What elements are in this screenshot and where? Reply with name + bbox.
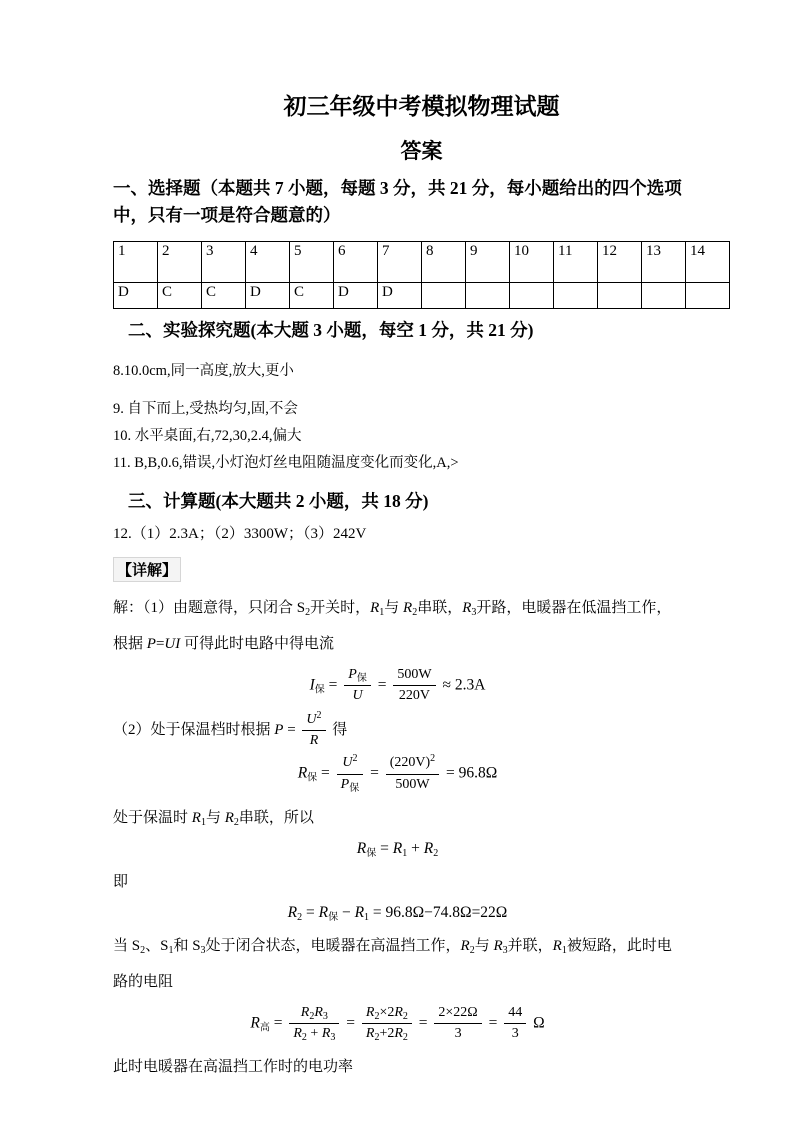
page-title: 初三年级中考模拟物理试题 (283, 94, 560, 119)
solution-power-note: 此时电暖器在高温挡工作时的电功率 (113, 1059, 354, 1076)
solution-intro: 解：（1）由题意得，只闭合 $S_2$开关时，$R_1$与 $R_2$串联，$R_3$开路，电暖器在低温挡工作，根据 P=UI 可得此时电路中得电流 (113, 599, 672, 652)
table-header-row (114, 242, 730, 283)
header-cell: 4 (246, 242, 290, 283)
header-cell: 10 (510, 242, 554, 283)
detail-label: 【详解】 (113, 557, 730, 582)
exp-answer-item-11: 11. B,B,0.6,错误,小灯泡灯丝电阻随温度变化而变化,A,> (113, 455, 459, 472)
calc-answers-line: 12.（1）2.3A；（2）3300W；（3）242V (113, 525, 367, 542)
answer-cell (510, 283, 554, 309)
exp-answer-item-8: 8.10.0cm,同一高度,放大,更小 (113, 363, 294, 380)
answer-cell (686, 283, 730, 309)
answer-cell: D (378, 283, 422, 309)
answer-cell: C (202, 283, 246, 309)
formula-parallel: $R_高$ = $\frac{R_2R_3}{R_2 + R_3}$ = $\frac{R_2\times 2R_2}{R_2+2R_2}$ = $\frac{2\times 22\Omega}{3}$ = $\frac{44}{3}$ Ω (250, 1004, 545, 1043)
header-cell: 9 (466, 242, 510, 283)
exp-answer-item-9: 9. 自下而上,受热均匀,固,不会 (113, 401, 298, 418)
answer-cell (554, 283, 598, 309)
header-cell: 8 (422, 242, 466, 283)
solution-series-note: 处于保温时 $R_1$与 $R_2$串联，所以 (113, 809, 314, 828)
header-cell: 11 (554, 242, 598, 283)
section2-heading: 二、实验探究题(本大题 3 小题，每空 1 分，共 21 分) (128, 320, 534, 341)
answer-subtitle: 答案 (400, 139, 443, 163)
formula-r2: $R_2 = R_保 - R_1 = 96.8\Omega-74.8\Omega=22\Omega$ (287, 903, 508, 923)
answer-cell: D (334, 283, 378, 309)
answer-cell: D (114, 283, 158, 309)
header-cell: 12 (598, 242, 642, 283)
answer-cell: C (158, 283, 202, 309)
header-cell: 5 (290, 242, 334, 283)
choice-answer-table (113, 241, 730, 309)
answer-cell (466, 283, 510, 309)
section1-heading: 一、选择题（本题共 7 小题，每题 3 分，共 21 分，每小题给出的四个选项中，只有一项是符合题意的） (113, 178, 682, 226)
formula-current: $I_保$ = $\frac{P_保}{U}$ = $\frac{500W}{220V}$ ≈ 2.3A (309, 666, 486, 703)
exp-answer-item-10: 10. 水平桌面,右,72,30,2.4,偏大 (113, 428, 302, 445)
header-cell: 6 (334, 242, 378, 283)
solution-high-gear-note: 当 $S_2$、$S_1$和 $S_3$处于闭合状态，电暖器在高温挡工作，$R_2$与 $R_3$并联，$R_1$被短路，此时电路的电阻 (113, 937, 672, 990)
solution-then: 即 (113, 873, 129, 890)
table-answer-row (114, 283, 730, 309)
formula-resistance-baowen: $R_保$ = $\frac{U^2}{P_保}$ = $\frac{(220V)^2}{500W}$ = 96.8Ω (297, 753, 498, 794)
header-cell: 1 (114, 242, 158, 283)
header-cell: 13 (642, 242, 686, 283)
answer-cell (422, 283, 466, 309)
header-cell: 3 (202, 242, 246, 283)
answer-cell: C (290, 283, 334, 309)
formula-series: $R_保 = R_1 + R_2$ (356, 839, 439, 859)
answer-cell: D (246, 283, 290, 309)
header-cell: 7 (378, 242, 422, 283)
answer-cell (642, 283, 686, 309)
header-cell: 14 (686, 242, 730, 283)
solution-step-baowen: （2）处于保温档时根据 P = $\frac{U^2}{R}$ 得 (113, 709, 348, 749)
section3-heading: 三、计算题(本大题共 2 小题，共 18 分) (128, 491, 429, 512)
header-cell: 2 (158, 242, 202, 283)
answer-cell (598, 283, 642, 309)
